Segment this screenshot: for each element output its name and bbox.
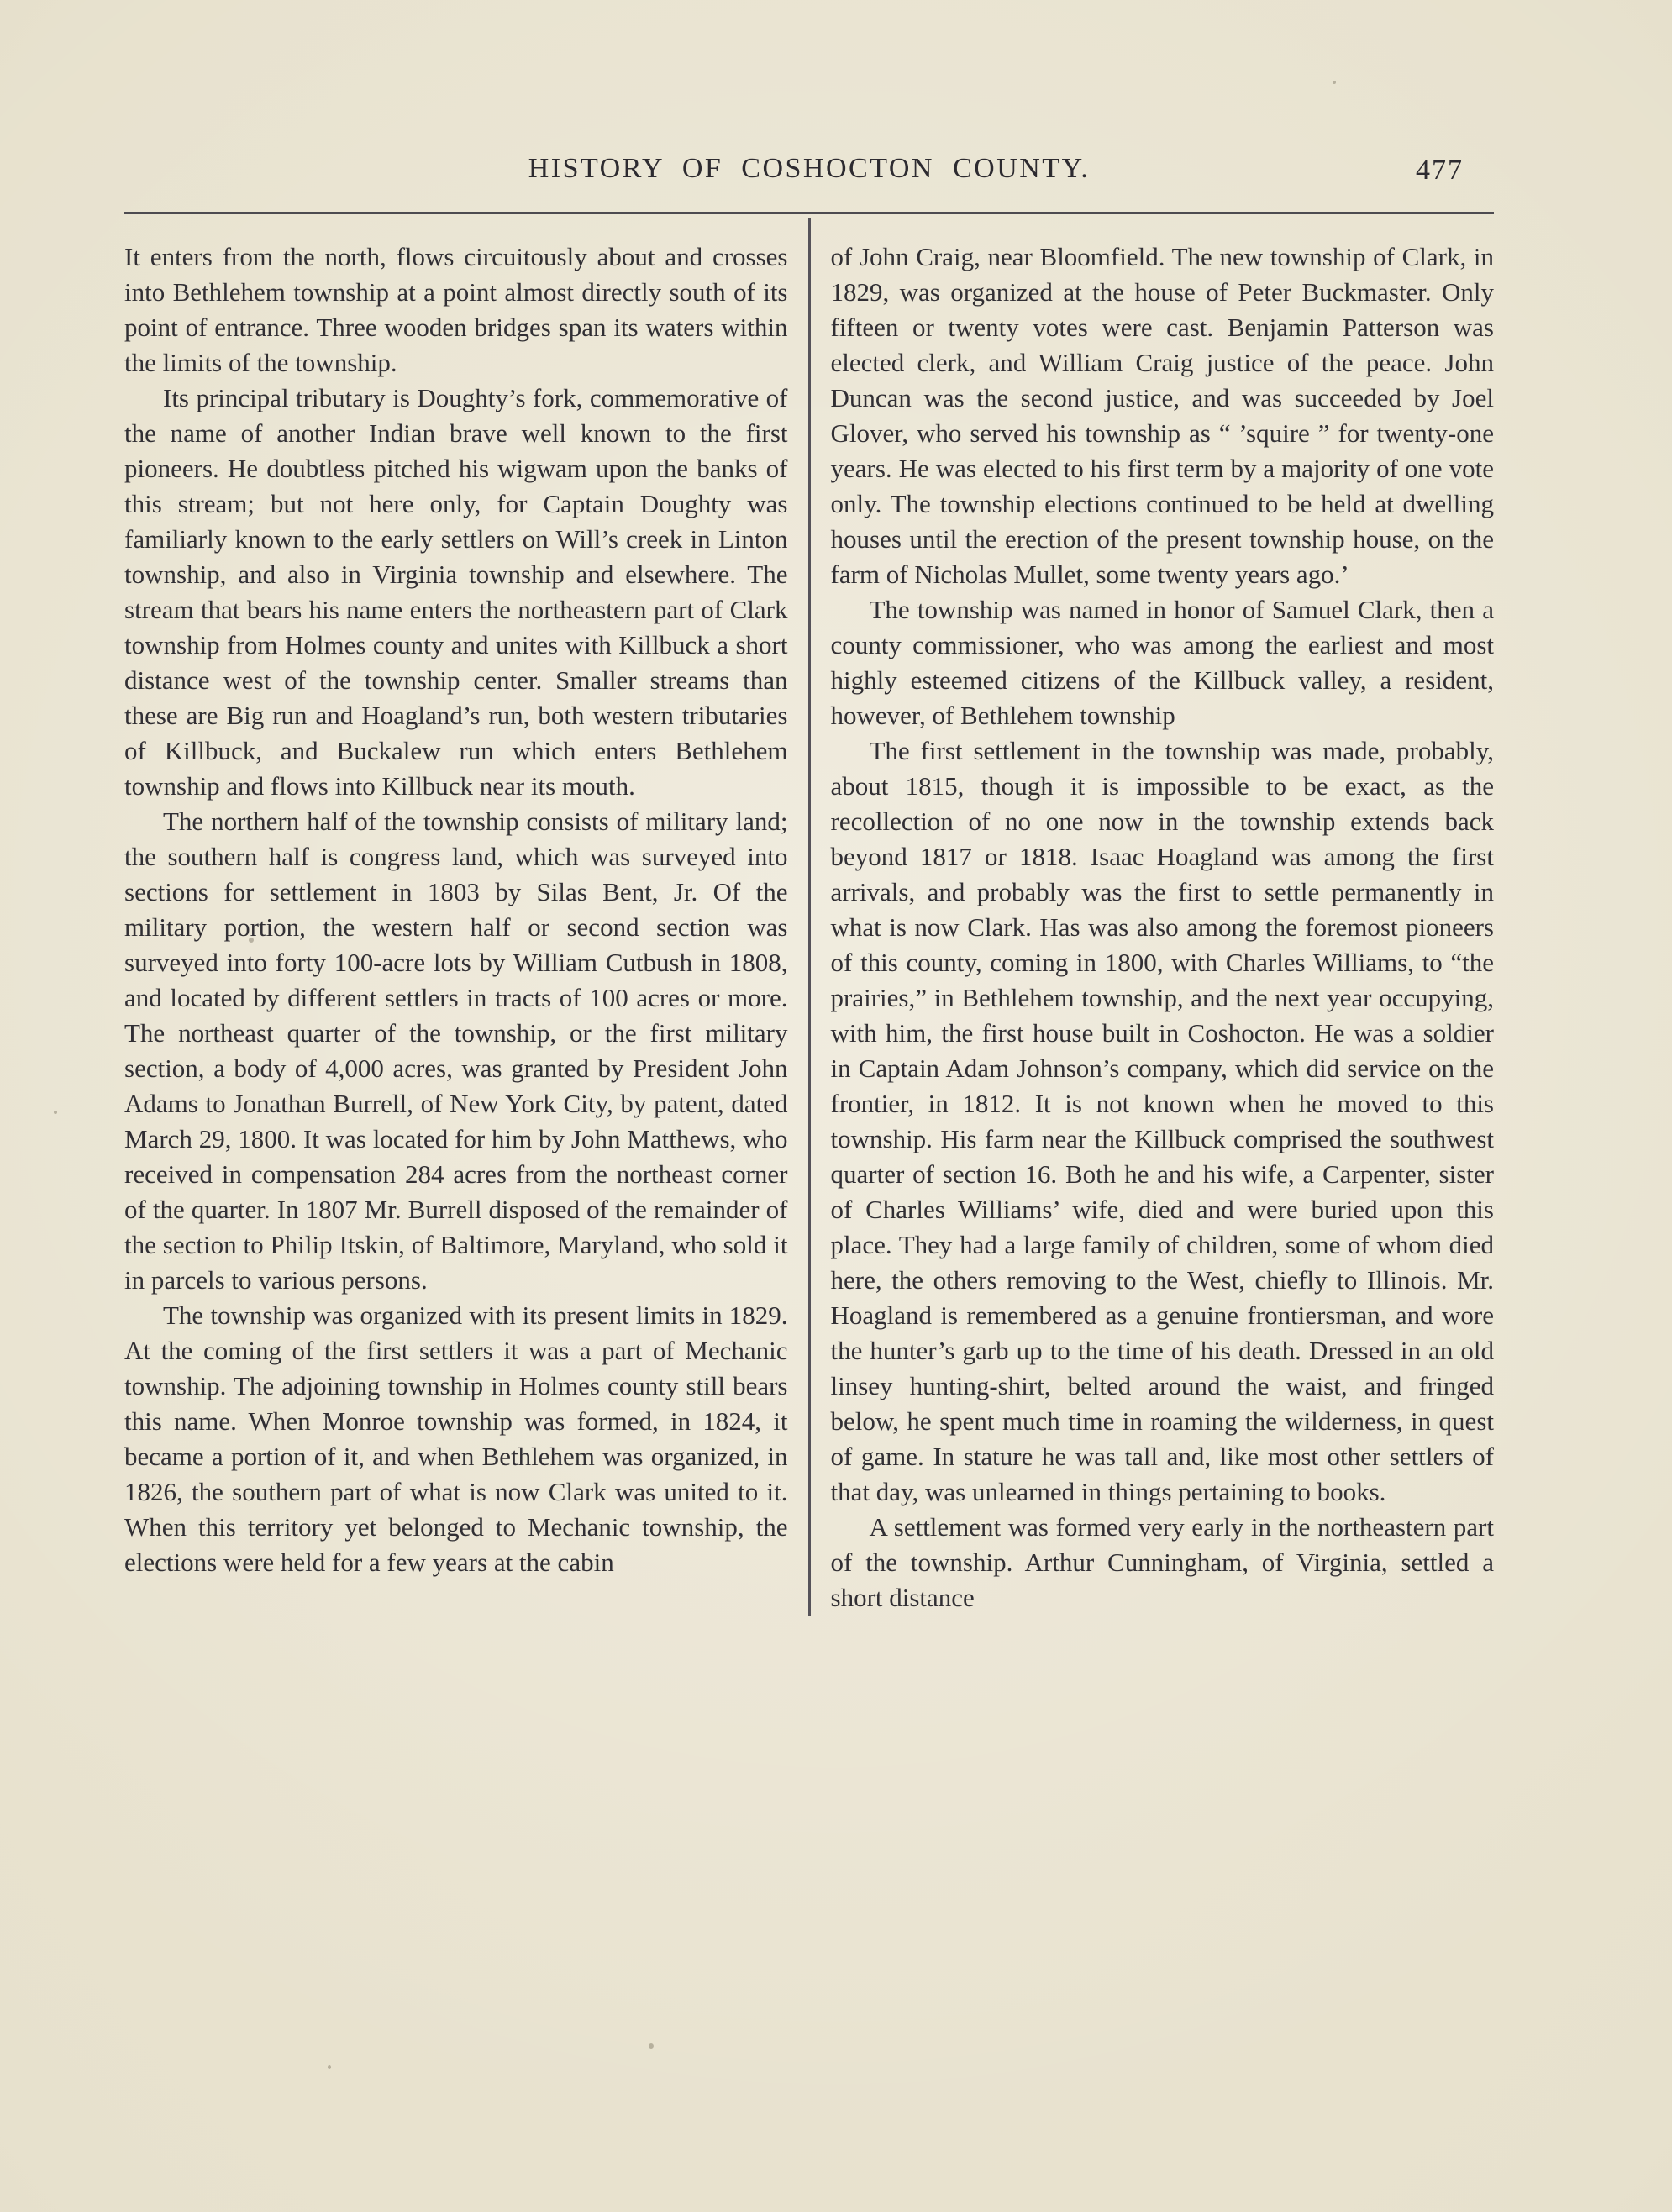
page-number: 477 — [1416, 155, 1464, 186]
scan-speck — [328, 2065, 331, 2069]
paragraph: of John Craig, near Bloomfield. The new township of Clark, in 1829, was organized at the house of Peter Buckmaster. Only fifteen or twenty votes were cast. Benjamin Patterson was elected clerk, and William Craig justice of the peace. John Duncan was the second justice, and was succeeded by Joel Glover, who served his township as “ ’squire ” for twenty-one years. He was elected to his first term by a majority of one vote only. The township elections continued to be held at dwelling houses until the erection of the present township house, on the farm of Nicholas Mullet, some twenty years ago.’ — [830, 242, 1494, 589]
paragraph: The township was organized with its present limits in 1829. At the coming of the first settlers it was a part of Mechanic township. The adjoining township in Holmes county still bears this name. When Monroe township was formed, in 1824, it became a portion of it, and when Bethlehem was organized, in 1826, the southern part of what is now Clark was united to it. When this territory yet belonged to Mechanic township, the elections were held for a few years at the cabin — [124, 1300, 788, 1577]
scan-speck — [54, 1111, 57, 1114]
scan-speck — [1333, 81, 1336, 84]
paragraph: The first settlement in the township was made, probably, about 1815, though it is impossible to be exact, as the recollection of no one now in the township extends back beyond 1817 or 1818. Isaac Hoagland was among the first arrivals, and probably was the first to settle permanently in what is now Clark. Has was also among the foremost pioneers of this county, coming in 1800, with Charles Williams, to “the prairies,” in Bethlehem township, and the next year occupying, with him, the first house built in Coshocton. He was a soldier in Captain Adam Johnson’s company, which did service on the frontier, in 1812. It is not known when he moved to this township. His farm near the Killbuck comprised the southwest quarter of section 16. Both he and his wife, a Carpenter, sister of Charles Williams’ wife, died and were buried upon this place. They had a large family of children, some of whom died here, the others removing to the West, chiefly to Illinois. Mr. Hoagland is remembered as a genuine frontiersman, and wore the hunter’s garb up to the time of his death. Dressed in an old linsey hunting-shirt, belted around the waist, and fringed below, he spent much time in roaming the wilderness, in quest of game. In stature he was tall and, like most other settlers of that day, was unlearned in things pertaining to books. — [830, 736, 1494, 1506]
paragraph: Its principal tributary is Doughty’s fork, commemorative of the name of another Indian brave well known to the first pioneers. He doubtless pitched his wigwam upon the banks of this stream; but not here only, for Captain Doughty was familiarly known to the early settlers on Will’s creek in Linton township, and also in Virginia township and elsewhere. The stream that bears his name enters the northeastern part of Clark township from Holmes county and unites with Killbuck a short distance west of the township center. Smaller streams than these are Big run and Hoagland’s run, both western tributaries of Killbuck, and Buckalew run which enters Bethlehem township and flows into Killbuck near its mouth. — [124, 383, 788, 801]
text-block — [124, 153, 1494, 1616]
scan-speck — [249, 938, 254, 943]
running-title: HISTORY OF COSHOCTON COUNTY. — [528, 153, 1091, 184]
right-column — [811, 218, 1495, 1616]
scan-speck — [649, 2043, 654, 2049]
text-columns — [124, 218, 1494, 1616]
paragraph: A settlement was formed very early in the northeastern part of the township. Arthur Cunningham, of Virginia, settled a short distance — [830, 1512, 1494, 1612]
header-rule — [124, 212, 1494, 214]
left-column — [124, 218, 808, 1616]
page-header — [124, 153, 1494, 197]
paragraph: The northern half of the township consists of military land; the southern half is congress land, which was surveyed into sections for settlement in 1803 by Silas Bent, Jr. Of the military portion, the western half or second section was surveyed into forty 100-acre lots by William Cutbush in 1808, and located by different settlers in tracts of 100 acres or more. The northeast quarter of the township, or the first military section, a body of 4,000 acres, was granted by President John Adams to Jonathan Burrell, of New York City, by patent, dated March 29, 1800. It was located for him by John Matthews, who received in compensation 284 acres from the northeast corner of the quarter. In 1807 Mr. Burrell disposed of the remainder of the section to Philip Itskin, of Baltimore, Maryland, who sold it in parcels to various persons. — [124, 807, 788, 1295]
paragraph: The township was named in honor of Samuel Clark, then a county commissioner, who was among the earliest and most highly esteemed citizens of the Killbuck valley, a resident, however, of Bethlehem township — [830, 595, 1494, 730]
paragraph: It enters from the north, flows circuitously about and crosses into Bethlehem township at a point almost directly south of its point of entrance. Three wooden bridges span its waters within the limits of the township. — [124, 242, 788, 377]
